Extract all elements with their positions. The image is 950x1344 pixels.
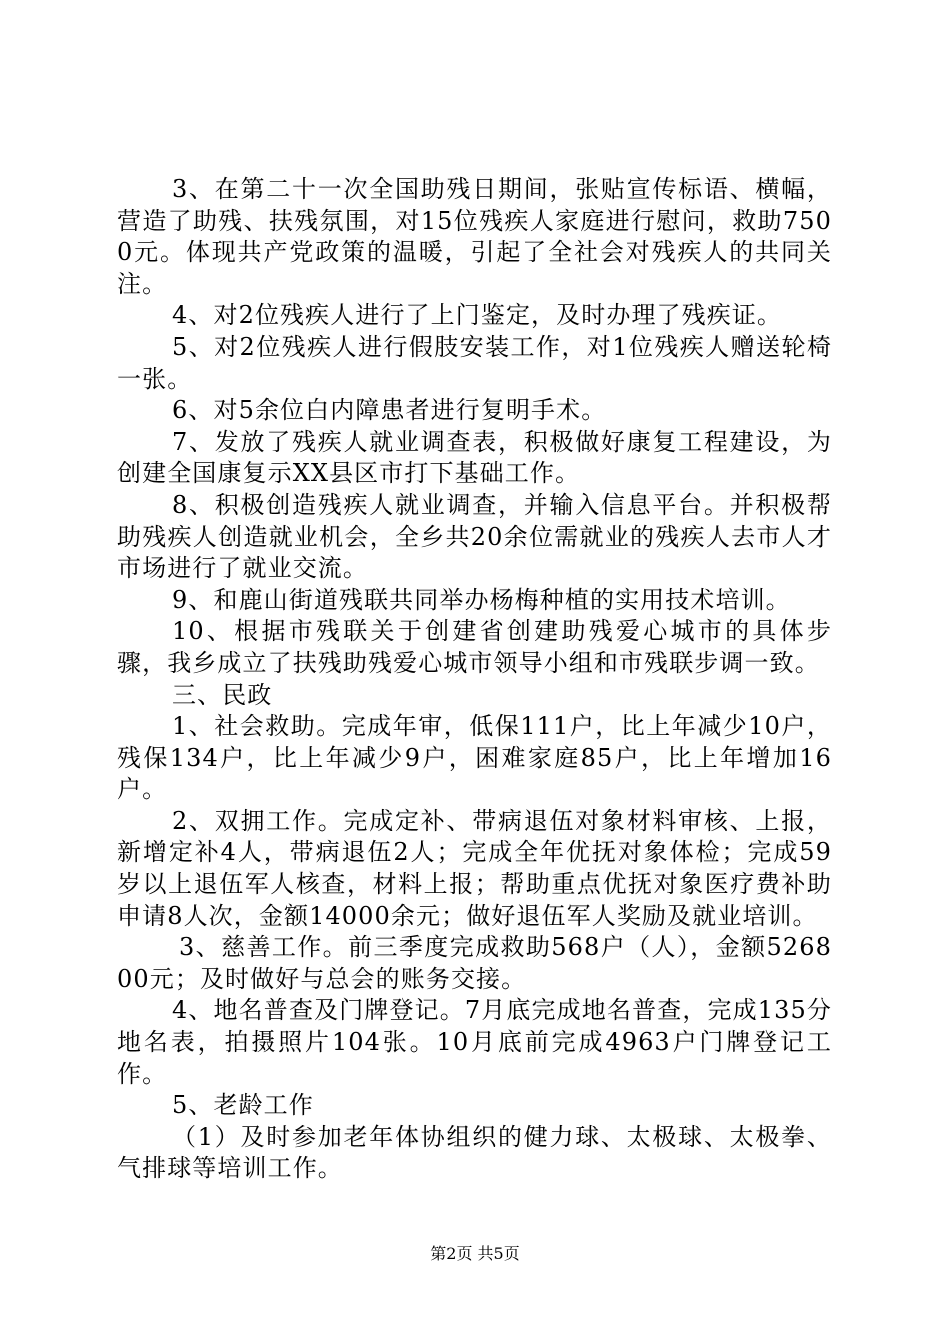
page-number-footer: 第2页 共5页 xyxy=(430,1244,520,1263)
document-body xyxy=(117,174,832,1185)
paragraph-item-5: 5、对2位残疾人进行假肢安装工作，对1位残疾人赠送轮椅一张。 xyxy=(117,332,832,393)
paragraph-item-8: 8、积极创造残疾人就业调查，并输入信息平台。并积极帮助残疾人创造就业机会，全乡共20余位需就业的残疾人去市人才市场进行了就业交流。 xyxy=(117,490,832,583)
paragraph-double-support: 2、双拥工作。完成定补、带病退伍对象材料审核、上报，新增定补4人，带病退伍2人；完成全年优抚对象体检；完成59岁以上退伍军人核查，材料上报；帮助重点优抚对象医疗费补助申请8人次，金额14000余元；做好退伍军人奖励及就业培训。 xyxy=(117,806,832,930)
subheading-elderly-work: 5、老龄工作 xyxy=(172,1091,314,1120)
paragraph-item-10: 10、根据市残联关于创建省创建助残爱心城市的具体步骤，我乡成立了扶残助残爱心城市领导小组和市残联步调一致。 xyxy=(117,617,832,677)
paragraph-charity: 3、慈善工作。前三季度完成救助568户（人），金额526800元；及时做好与总会的账务交接。 xyxy=(117,933,832,993)
paragraph-item-9: 9、和鹿山街道残联共同举办杨梅种植的实用技术培训。 xyxy=(172,585,791,614)
paragraph-item-7: 7、发放了残疾人就业调查表，积极做好康复工程建设，为创建全国康复示XX县区市打下基础工作。 xyxy=(117,427,832,488)
paragraph-social-assistance: 1、社会救助。完成年审，低保111户，比上年减少10户，残保134户，比上年减少9户，困难家庭85户，比上年增加16户。 xyxy=(117,712,832,804)
paragraph-item-4: 4、对2位残疾人进行了上门鉴定，及时办理了残疾证。 xyxy=(172,301,783,330)
paragraph-place-names: 4、地名普查及门牌登记。7月底完成地名普查，完成135分地名表，拍摄照片104张。10月底前完成4963户门牌登记工作。 xyxy=(117,996,832,1088)
paragraph-item-3: 3、在第二十一次全国助残日期间，张贴宣传标语、横幅，营造了助残、扶残氛围，对15位残疾人家庭进行慰问，救助7500元。体现共产党政策的温暖，引起了全社会对残疾人的共同关注。 xyxy=(117,175,832,298)
section-heading-civil-affairs: 三、民政 xyxy=(172,680,273,709)
paragraph-item-6: 6、对5余位白内障患者进行复明手术。 xyxy=(172,396,607,425)
paragraph-elderly-training: （1）及时参加老年体协组织的健力球、太极球、太极拳、气排球等培训工作。 xyxy=(117,1122,832,1183)
